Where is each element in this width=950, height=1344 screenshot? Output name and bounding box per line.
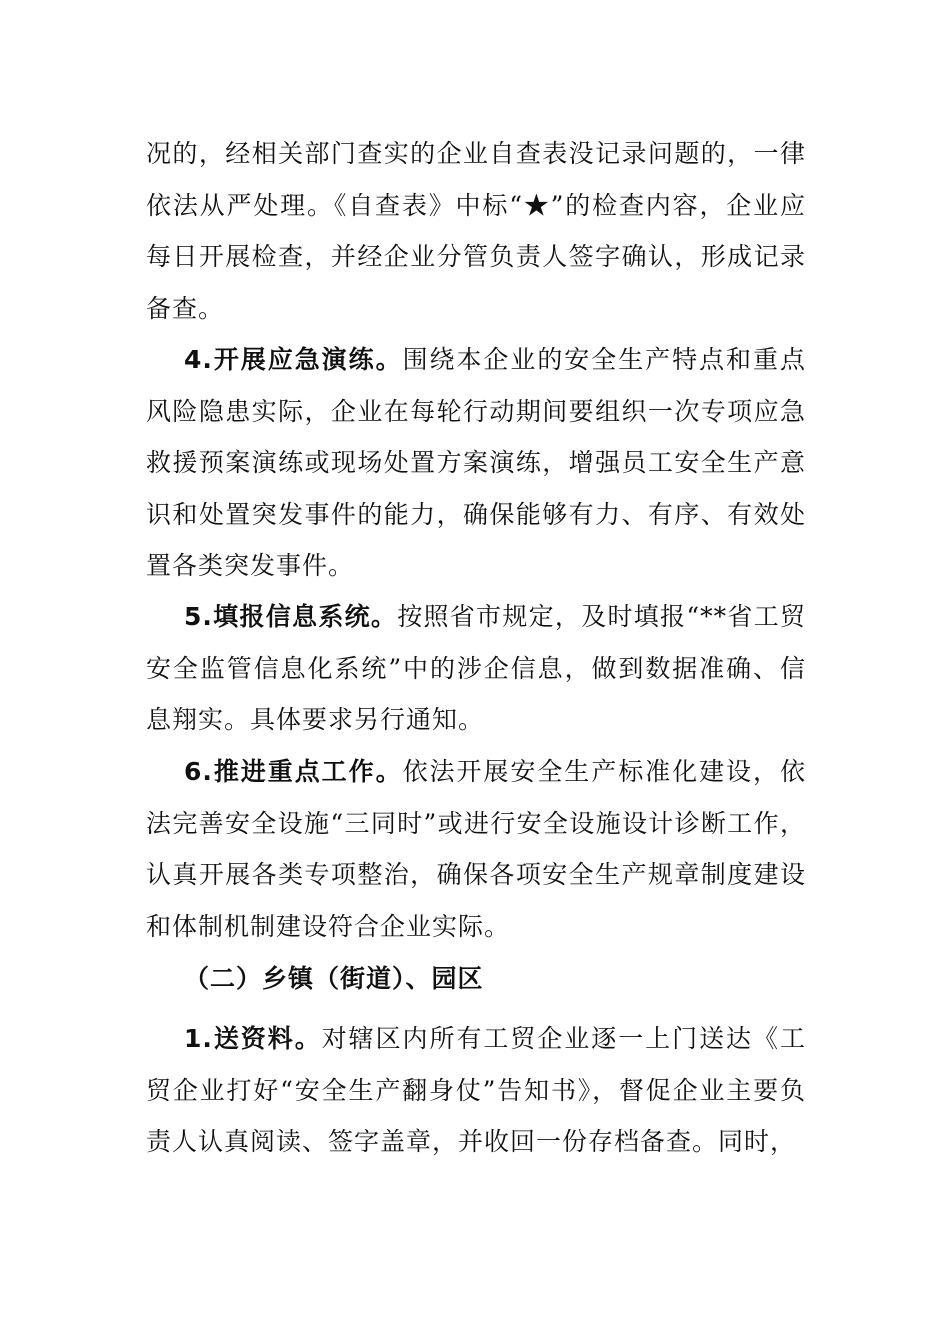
paragraph-lead: 6.推进重点工作。 [184,757,403,786]
paragraph-lead: 1.送资料。 [184,1024,322,1053]
paragraph-text: 按照省市规定，及时填报“**省工贸安全监管信息化系统”中的涉企信息，做到数据准确、信息翔实。具体要求另行通知。 [146,602,806,734]
paragraph-info-system [146,591,806,746]
paragraph-text: 况的，经相关部门查实的企业自查表没记录问题的，一律依法从严处理。《自查表》中标“★”的检查内容，企业应每日开展检查，并经企业分管负责人签字确认，形成记录备查。 [146,139,806,323]
paragraph-lead: 5.填报信息系统。 [184,602,398,631]
paragraph-send-materials [146,1013,806,1168]
paragraph-text: 围绕本企业的安全生产特点和重点风险隐患实际，企业在每轮行动期间要组织一次专项应急救援预案演练或现场处置方案演练，增强员工安全生产意识和处置突发事件的能力，确保能够有力、有序、有效处置各类突发事件。 [146,345,806,580]
paragraph-continuation [146,128,806,334]
paragraph-text: 对辖区内所有工贸企业逐一上门送达《工贸企业打好“安全生产翻身仗”告知书》，督促企业主要负责人认真阅读、签字盖章，并收回一份存档备查。同时， [146,1024,806,1156]
paragraph-emergency-drill [146,334,806,592]
paragraph-lead: 4.开展应急演练。 [184,345,403,374]
section-heading: （二）乡镇（街道）、园区 [184,964,484,993]
paragraph-key-work [146,746,806,952]
paragraph-text: 依法开展安全生产标准化建设，依法完善安全设施“三同时”或进行安全设施设计诊断工作，认真开展各类专项整治，确保各项安全生产规章制度建设和体制机制建设符合企业实际。 [146,757,806,941]
